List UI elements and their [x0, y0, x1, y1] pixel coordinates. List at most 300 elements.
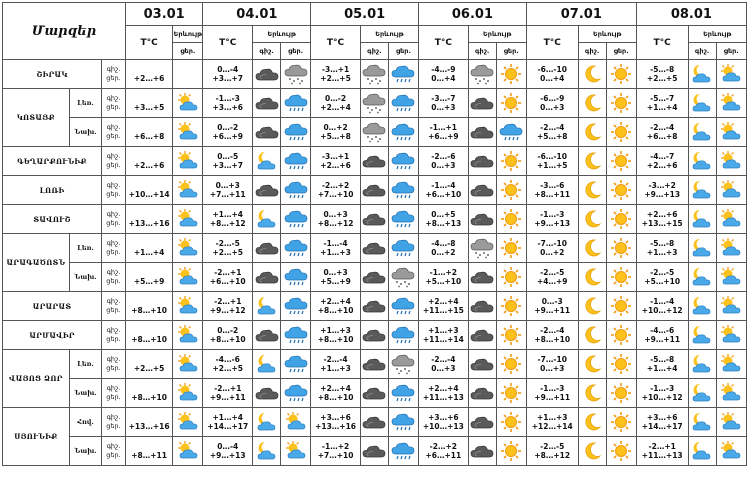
temperature-range [311, 321, 361, 350]
weather-cell [173, 437, 203, 466]
temperature-range [636, 379, 688, 408]
time-of-day-label: ցեր. [106, 364, 121, 372]
dark-cloud-icon [253, 92, 280, 114]
weather-cell [606, 147, 636, 176]
night-temp: -1…-3 [540, 384, 565, 393]
night-temp: -2…+1 [214, 297, 242, 306]
night-temp [126, 355, 172, 364]
temperature-range [203, 408, 253, 437]
temperature-range [419, 118, 469, 147]
rain-cloud-icon [281, 150, 310, 172]
temperature-range [125, 379, 172, 408]
night-temp [126, 239, 172, 248]
dark-cloud-icon [361, 266, 388, 288]
dark-cloud-icon [361, 440, 388, 462]
day-temp: +4…+9 [536, 277, 568, 286]
temperature-range [125, 321, 172, 350]
sun-cloud-icon [717, 121, 746, 143]
weather-cell [253, 60, 281, 89]
rain-cloud-icon [281, 208, 310, 230]
sun-cloud-icon [173, 92, 202, 114]
night-temp [126, 384, 172, 393]
dark-cloud-icon [253, 63, 280, 85]
night-temp: -4…-8 [431, 239, 456, 248]
temperature-range [203, 234, 253, 263]
region-row [3, 379, 747, 408]
day-temp: 0…+2 [431, 248, 456, 257]
weather-cell [496, 205, 526, 234]
region-row [3, 408, 747, 437]
region-row [3, 205, 747, 234]
zone-label: Նախ. [69, 379, 101, 408]
rain-cloud-icon [389, 295, 418, 317]
weather-cell [388, 118, 418, 147]
temperature-range [125, 147, 172, 176]
weather-cell [173, 379, 203, 408]
moon-cloud-icon [689, 266, 716, 288]
region-row [3, 118, 747, 147]
weather-cell [173, 147, 203, 176]
night-temp: -2…+2 [429, 442, 458, 451]
night-temp: 0…+5 [431, 210, 456, 219]
temperature-range [311, 408, 361, 437]
weather-cell [688, 147, 716, 176]
dark-cloud-icon [253, 382, 280, 404]
temperature-range [419, 437, 469, 466]
temperature-range [311, 350, 361, 379]
night-temp: +2…+4 [428, 384, 459, 393]
weather-header: Երևույթ [360, 26, 418, 43]
day-subheader: ցեր. [716, 43, 746, 60]
weather-cell [281, 205, 311, 234]
day-temp: +1…+4 [646, 364, 678, 373]
weather-cell [253, 437, 281, 466]
weather-cell [496, 234, 526, 263]
weather-cell [468, 205, 496, 234]
time-of-day-label: գիշ. [106, 268, 121, 276]
night-temp [126, 152, 172, 161]
day-temp: +10…+13 [422, 422, 464, 431]
weather-cell [173, 234, 203, 263]
time-of-day-label: ցեր. [106, 451, 121, 459]
temperature-range [203, 437, 253, 466]
temperature-range [526, 379, 578, 408]
weather-cell [606, 234, 636, 263]
night-temp: -1…-3 [215, 94, 240, 103]
day-temp: +1…+3 [320, 364, 351, 373]
day-temp: +9…+11 [644, 335, 681, 344]
time-of-day-label: ցեր. [106, 103, 121, 111]
night-temp: +2…+4 [428, 297, 459, 306]
weather-cell [606, 408, 636, 437]
weather-cell [496, 89, 526, 118]
weather-cell [496, 147, 526, 176]
temperature-range [311, 176, 361, 205]
temperature-range [125, 263, 172, 292]
moon-cloud-icon [689, 237, 716, 259]
night-temp: -7…-10 [537, 355, 567, 364]
temperature-range [203, 89, 253, 118]
day-temp: +6…+11 [425, 451, 462, 460]
weather-cell [468, 263, 496, 292]
weather-cell [468, 350, 496, 379]
sun-cloud-icon [717, 411, 746, 433]
night-temp: +2…+4 [320, 297, 351, 306]
temperature-range [311, 205, 361, 234]
temperature-range [125, 205, 172, 234]
weather-cell [388, 408, 418, 437]
weather-cell [360, 379, 388, 408]
temperature-range [419, 89, 469, 118]
weather-header: Երևույթ [578, 26, 636, 43]
sun-cloud-icon [173, 237, 202, 259]
zone-label: Նախ. [69, 118, 101, 147]
sun-cloud-icon [173, 150, 202, 172]
sun-cloud-icon [173, 382, 202, 404]
night-temp: -2…-4 [540, 326, 565, 335]
night-temp: -2…-4 [323, 355, 348, 364]
sun-icon [607, 324, 636, 346]
day-temp: +11…+14 [422, 335, 464, 344]
dark-cloud-icon [253, 179, 280, 201]
time-of-day-label: ցեր. [106, 306, 121, 314]
night-temp: -2…-6 [431, 152, 456, 161]
dark-cloud-icon [361, 179, 388, 201]
night-subheader: գիշ. [468, 43, 496, 60]
weather-cell [578, 263, 606, 292]
night-temp: +2…+6 [646, 210, 678, 219]
weather-cell [688, 292, 716, 321]
night-temp: -3…-7 [431, 94, 456, 103]
night-subheader: գիշ. [360, 43, 388, 60]
moon-icon [579, 411, 606, 433]
temperature-range [419, 176, 469, 205]
time-of-day-label: գիշ. [106, 181, 121, 189]
zone-label: Հով. [69, 408, 101, 437]
weather-cell [281, 263, 311, 292]
night-temp: -2…-4 [540, 123, 565, 132]
time-of-day-label: ցեր. [106, 248, 121, 256]
temperature-range [125, 234, 172, 263]
temperature-range [526, 350, 578, 379]
region-row [3, 350, 747, 379]
temperature-range [419, 408, 469, 437]
day-temp: +8…+12 [209, 219, 246, 228]
weather-cell [716, 234, 746, 263]
day-temp: +1…+3 [646, 248, 678, 257]
moon-cloud-icon [253, 411, 280, 433]
time-of-day-label: ցեր. [106, 393, 121, 401]
temp-header: T°C [419, 26, 469, 60]
snow-cloud-icon [281, 63, 310, 85]
day-temp: +6…+9 [212, 132, 244, 141]
weather-cell [606, 321, 636, 350]
day-temp: +7…+11 [209, 190, 246, 199]
weather-cell [360, 350, 388, 379]
weather-cell [578, 205, 606, 234]
day-temp: 0…+3 [540, 364, 565, 373]
sun-icon [607, 266, 636, 288]
temperature-range [125, 60, 172, 89]
day-temp: 0…+3 [540, 103, 565, 112]
day-subheader: ցեր. [388, 43, 418, 60]
temp-header: T°C [125, 26, 172, 60]
forecast-body [3, 60, 747, 466]
moon-cloud-icon [689, 63, 716, 85]
day-temp: +12…+14 [531, 422, 573, 431]
weather-cell [360, 176, 388, 205]
moon-icon [579, 121, 606, 143]
night-temp [126, 65, 172, 74]
weather-cell [281, 292, 311, 321]
day-temp: +9…+13 [644, 190, 681, 199]
rain-cloud-icon [389, 121, 418, 143]
dark-cloud-icon [361, 324, 388, 346]
rain-cloud-icon [281, 324, 310, 346]
rain-cloud-icon [389, 179, 418, 201]
day-temp: +1…+4 [133, 248, 165, 257]
day-temp: +8…+10 [317, 306, 354, 315]
sun-icon [607, 440, 636, 462]
temperature-range [636, 147, 688, 176]
sun-cloud-icon [173, 295, 202, 317]
day-temp: 0…+3 [431, 364, 456, 373]
weather-cell [716, 408, 746, 437]
weather-cell [281, 234, 311, 263]
day-temp: +2…+6 [646, 161, 678, 170]
weather-cell [388, 60, 418, 89]
sun-cloud-icon [173, 324, 202, 346]
time-of-day-label: ցեր. [106, 74, 121, 82]
temperature-range [526, 321, 578, 350]
region-name: ԳԵՂԱՐՔՈՒՆԻՔ [3, 147, 102, 176]
sun-cloud-icon [717, 237, 746, 259]
time-of-day-labels [102, 321, 126, 350]
regions-header: Մարզեր [3, 3, 126, 60]
night-temp: -5…-8 [650, 65, 675, 74]
temperature-range [636, 205, 688, 234]
time-of-day-labels [102, 234, 126, 263]
night-temp: -3…+2 [648, 181, 676, 190]
snow-cloud-icon [469, 63, 496, 85]
night-temp: 0…-2 [217, 123, 239, 132]
weather-cell [173, 60, 203, 89]
weather-header: Երևույթ [468, 26, 526, 43]
day-temp: +14…+17 [207, 422, 249, 431]
snow-cloud-icon [361, 121, 388, 143]
moon-icon [579, 440, 606, 462]
night-temp: 0…-3 [541, 297, 563, 306]
day-temp: +8…+11 [131, 451, 167, 460]
time-of-day-labels [102, 205, 126, 234]
weather-cell [716, 437, 746, 466]
moon-cloud-icon [689, 150, 716, 172]
region-row [3, 321, 747, 350]
region-row [3, 292, 747, 321]
day-temp: +3…+5 [133, 103, 165, 112]
weather-cell [716, 118, 746, 147]
weather-cell [688, 437, 716, 466]
night-temp: -6…-9 [540, 94, 565, 103]
temperature-range [311, 147, 361, 176]
region-row [3, 263, 747, 292]
date-header: 07.01 [526, 3, 636, 26]
weather-cell [281, 437, 311, 466]
temperature-range [419, 234, 469, 263]
weather-cell [360, 118, 388, 147]
day-temp: +9…+13 [534, 219, 571, 228]
weather-cell [388, 205, 418, 234]
moon-icon [579, 353, 606, 375]
day-temp: 0…+3 [431, 161, 456, 170]
zone-label: Նախ. [69, 263, 101, 292]
zone-label: Լեռ. [69, 89, 101, 118]
night-temp: +1…+3 [320, 326, 351, 335]
day-temp: +9…+11 [209, 393, 246, 402]
region-row [3, 89, 747, 118]
rain-cloud-icon [281, 121, 310, 143]
temperature-range [419, 60, 469, 89]
temperature-range [419, 350, 469, 379]
night-temp: 0…-4 [217, 442, 239, 451]
rain-cloud-icon [389, 382, 418, 404]
temperature-range [203, 292, 253, 321]
region-row [3, 60, 747, 89]
weather-cell [360, 437, 388, 466]
sun-icon [607, 179, 636, 201]
day-temp: +7…+10 [317, 190, 354, 199]
night-temp [126, 297, 172, 306]
zone-label: Նախ. [69, 437, 101, 466]
temperature-range [311, 118, 361, 147]
rain-cloud-icon [281, 295, 310, 317]
night-temp: -2…+2 [321, 181, 350, 190]
weather-cell [253, 89, 281, 118]
day-temp: 0…+2 [540, 248, 565, 257]
temperature-range [203, 118, 253, 147]
temperature-range [526, 292, 578, 321]
night-temp: -5…-7 [650, 94, 675, 103]
weather-cell [468, 321, 496, 350]
weather-cell [578, 292, 606, 321]
day-temp: 0…+4 [540, 74, 565, 83]
night-temp: 0…+2 [323, 123, 348, 132]
moon-icon [579, 179, 606, 201]
zone-label: Լեռ. [69, 350, 101, 379]
night-temp [126, 326, 172, 335]
moon-cloud-icon [253, 150, 280, 172]
weather-cell [253, 118, 281, 147]
night-temp: -1…+2 [321, 442, 350, 451]
weather-cell [716, 321, 746, 350]
weather-cell [496, 176, 526, 205]
weather-cell [253, 350, 281, 379]
time-of-day-label: ցեր. [106, 219, 121, 227]
day-temp: +8…+10 [131, 306, 167, 315]
weather-cell [388, 147, 418, 176]
weather-cell [253, 292, 281, 321]
night-temp [126, 268, 172, 277]
weather-cell [468, 292, 496, 321]
weather-cell [578, 379, 606, 408]
day-temp: +2…+5 [320, 74, 351, 83]
moon-icon [579, 324, 606, 346]
weather-cell [281, 89, 311, 118]
weather-cell [606, 176, 636, 205]
time-of-day-label: ցեր. [106, 161, 121, 169]
night-temp: +1…+4 [212, 413, 244, 422]
temperature-range [125, 89, 172, 118]
sun-icon [607, 411, 636, 433]
weather-cell [716, 292, 746, 321]
dark-cloud-icon [361, 150, 388, 172]
day-temp: +11…+15 [422, 306, 464, 315]
night-temp: -1…-4 [431, 181, 456, 190]
region-name: ՏԱՎՈՒՇ [3, 205, 102, 234]
day-temp: +10…+14 [128, 190, 170, 199]
day-temp: +5…+8 [536, 132, 568, 141]
night-temp: -4…-9 [431, 65, 456, 74]
day-temp: +14…+17 [641, 422, 683, 431]
moon-cloud-icon [689, 179, 716, 201]
weather-cell [281, 118, 311, 147]
weather-cell [253, 176, 281, 205]
weather-cell [578, 147, 606, 176]
day-subheader: ցեր. [281, 43, 311, 60]
moon-cloud-icon [689, 324, 716, 346]
day-temp: +2…+6 [320, 161, 351, 170]
weather-cell [606, 89, 636, 118]
temperature-range [125, 292, 172, 321]
night-temp: -1…+2 [429, 268, 458, 277]
day-temp: +6…+10 [209, 277, 246, 286]
day-temp: +2…+6 [133, 74, 165, 83]
night-temp: -2…-4 [431, 355, 456, 364]
dark-cloud-icon [253, 121, 280, 143]
time-of-day-label: ցեր. [106, 132, 121, 140]
sun-cloud-icon [173, 121, 202, 143]
night-temp: 0…-2 [325, 94, 347, 103]
sun-cloud-icon [717, 266, 746, 288]
temperature-range [636, 263, 688, 292]
time-of-day-label: գիշ. [106, 123, 121, 131]
weather-cell [496, 118, 526, 147]
night-temp: -6…-10 [537, 152, 567, 161]
weather-cell [388, 437, 418, 466]
region-name: ԱՐԱԳԱԾՈՏՆ [3, 234, 70, 292]
temperature-range [125, 437, 172, 466]
weather-cell [578, 234, 606, 263]
day-temp: +2…+5 [212, 248, 244, 257]
night-temp: 0…-2 [217, 326, 239, 335]
region-name: ՍՅՈՒՆԻՔ [3, 408, 70, 466]
day-temp: +6…+9 [428, 132, 459, 141]
time-of-day-labels [102, 350, 126, 379]
moon-icon [579, 92, 606, 114]
sun-cloud-icon [173, 353, 202, 375]
night-temp: -2…+1 [214, 384, 242, 393]
weather-cell [253, 205, 281, 234]
weather-cell [606, 437, 636, 466]
time-of-day-label: գիշ. [106, 326, 121, 334]
sun-cloud-icon [173, 179, 202, 201]
night-temp: -2…-5 [215, 239, 240, 248]
night-temp: -3…+1 [321, 65, 350, 74]
snow-cloud-icon [361, 63, 388, 85]
temperature-range [311, 60, 361, 89]
temperature-range [203, 205, 253, 234]
night-temp: +1…+3 [428, 326, 459, 335]
